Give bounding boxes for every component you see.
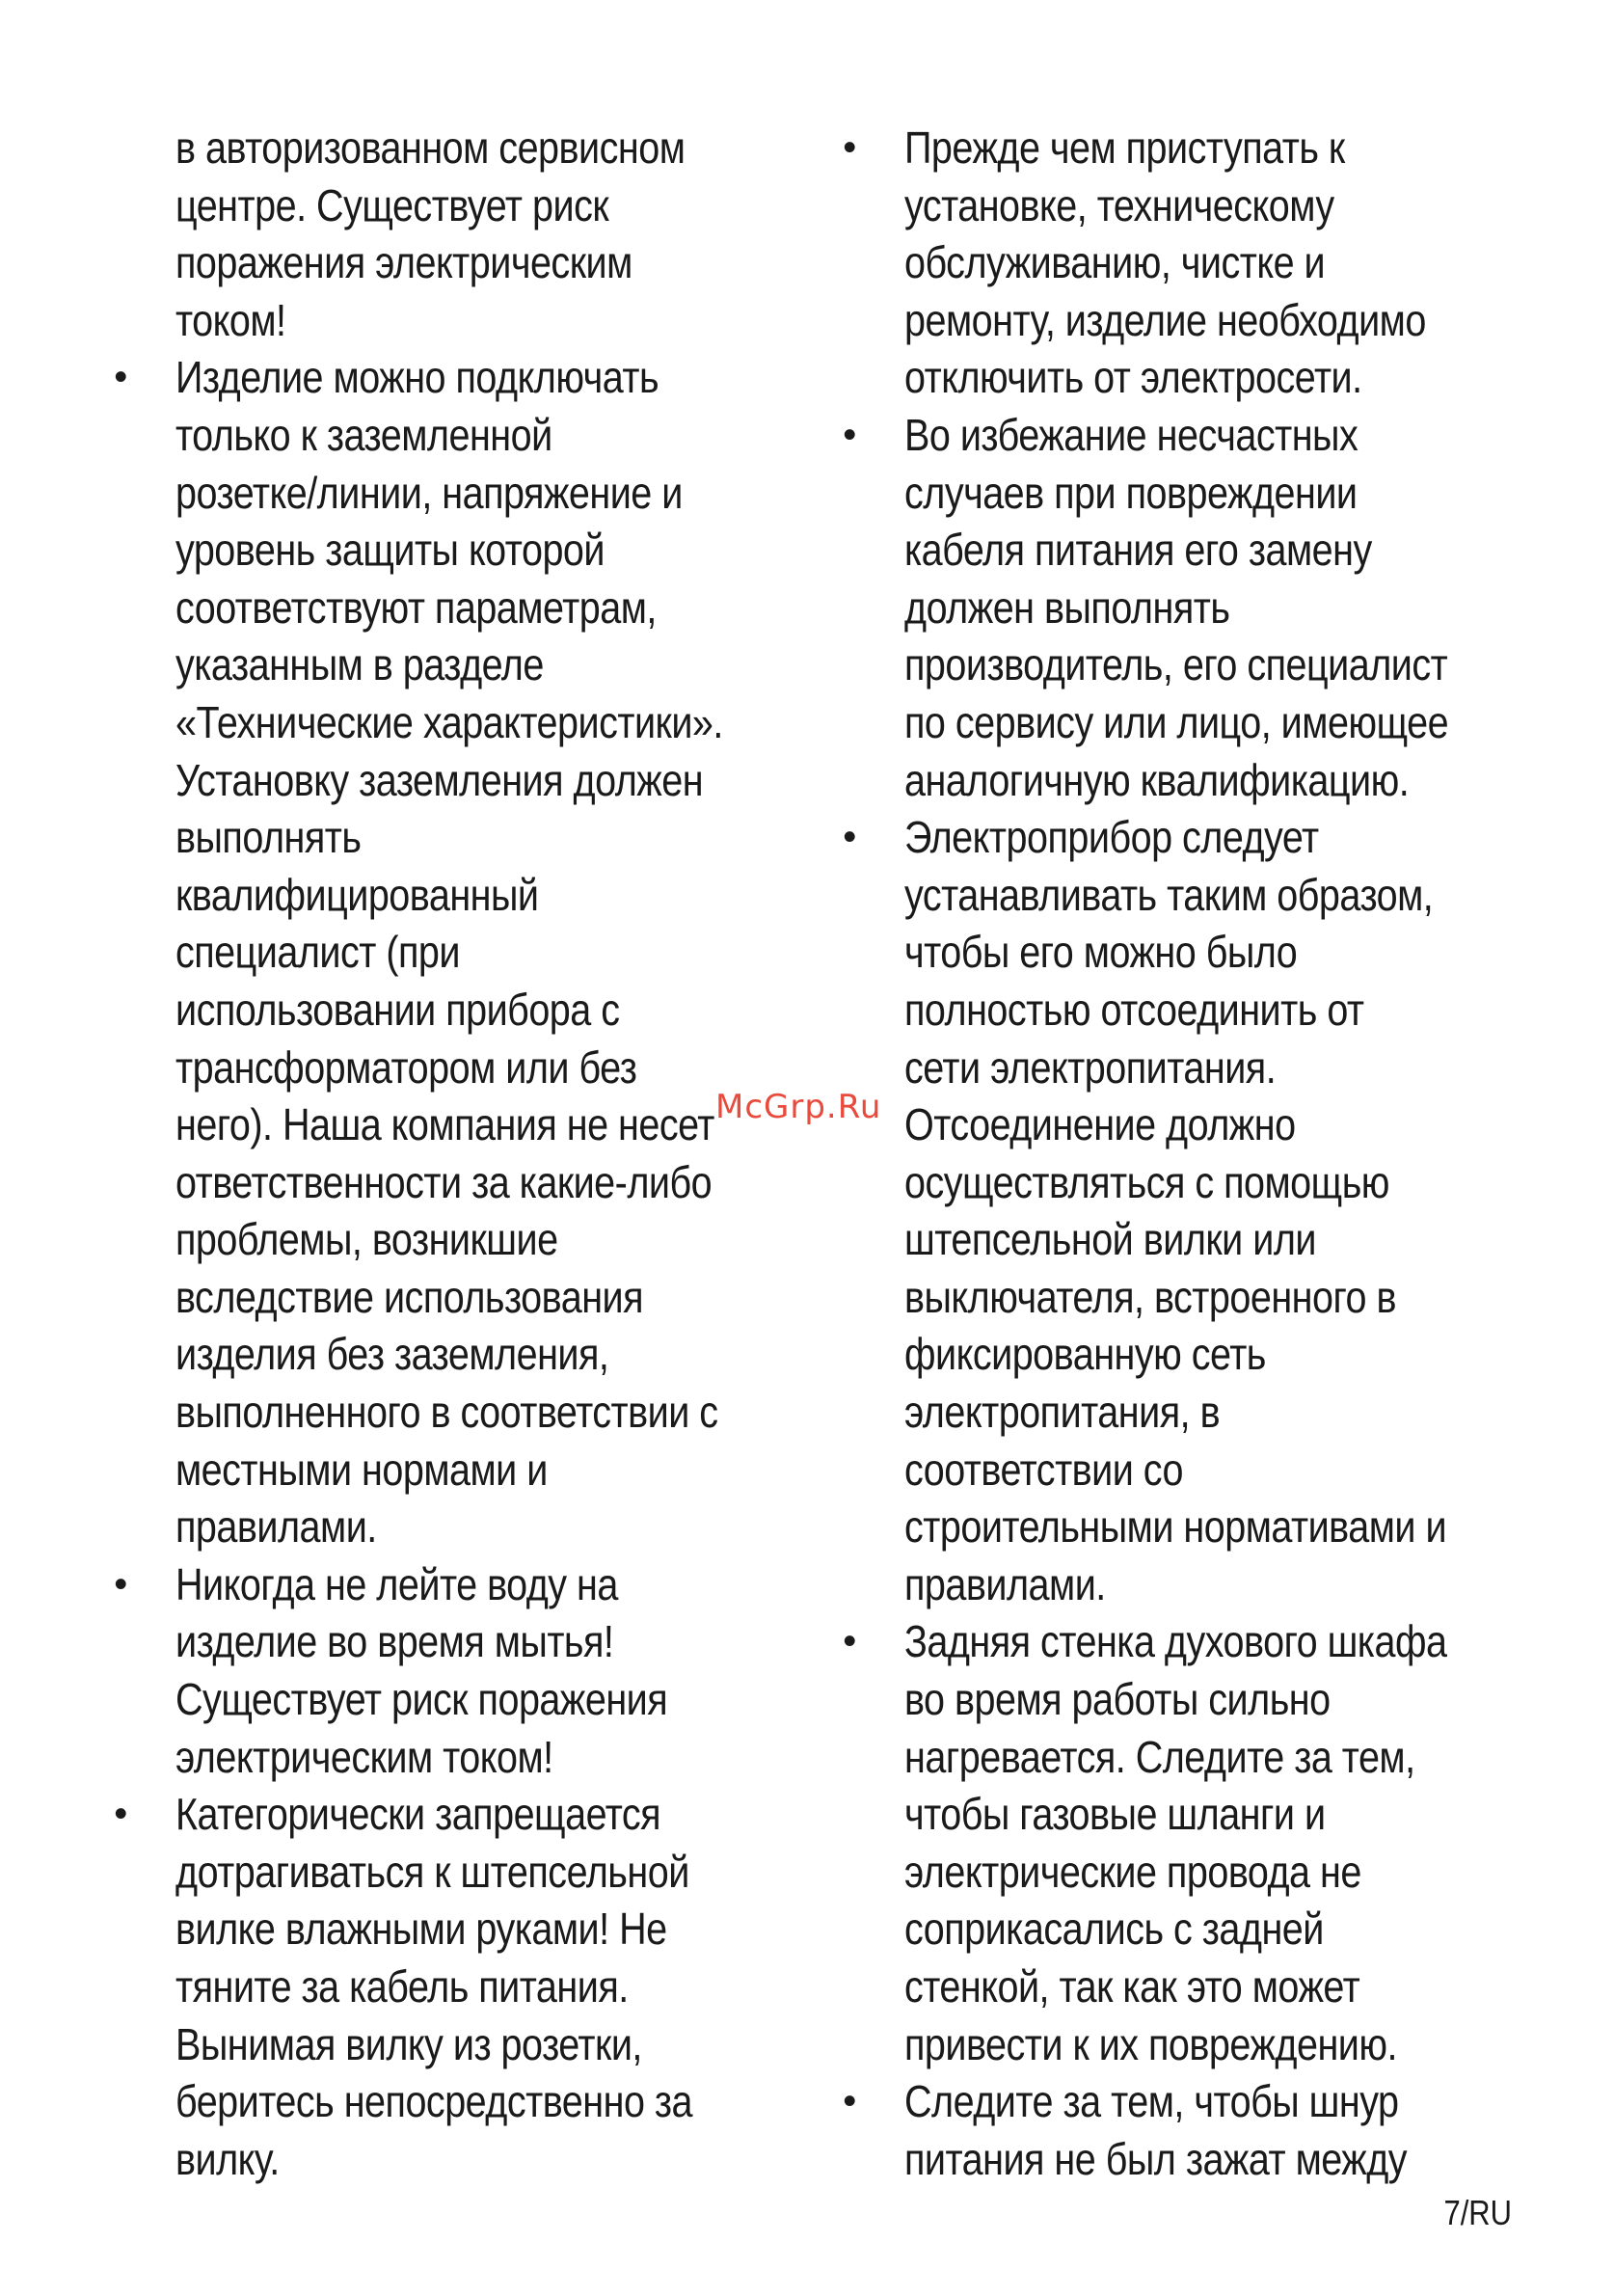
text-line: по сервису или лицо, имеющее — [904, 696, 1449, 747]
text-line: указанным в разделе — [175, 639, 544, 690]
text-line: изделие во время мытья! — [175, 1616, 614, 1667]
bullet-icon: • — [114, 1562, 127, 1606]
text-line: только к заземленной — [175, 409, 552, 460]
page-number: 7/RU — [1443, 2193, 1512, 2232]
text-line: специалист (при — [175, 927, 460, 978]
text-line: него). Наша компания не несет — [175, 1099, 714, 1150]
text-line: соответствии со — [904, 1444, 1184, 1495]
text-line: ремонту, изделие необходимо — [904, 294, 1426, 345]
text-line: осуществляться с помощью — [904, 1156, 1389, 1207]
watermark: McGrp.Ru — [715, 1088, 882, 1126]
text-line: Категорически запрещается — [175, 1789, 661, 1840]
list-item — [106, 1556, 820, 1786]
text-line: выключателя, встроенного в — [904, 1271, 1397, 1322]
text-line: Прежде чем приступать к — [904, 122, 1345, 173]
text-line: чтобы его можно было — [904, 927, 1298, 978]
text-line: аналогичную квалификацию. — [904, 754, 1410, 805]
list-item — [835, 809, 1568, 1613]
text-line: правилами. — [175, 1501, 377, 1553]
list-item — [106, 120, 820, 349]
bullet-icon: • — [114, 1793, 127, 1836]
text-line: электропитания, в — [904, 1387, 1221, 1438]
right-column — [835, 120, 1568, 2188]
text-line: в авторизованном сервисном — [175, 122, 686, 173]
text-line: Вынимая вилку из розетки, — [175, 2018, 642, 2069]
text-line: штепсельной вилки или — [904, 1214, 1316, 1265]
bullet-icon: • — [843, 2080, 856, 2123]
text-line: полностью отсоединить от — [904, 984, 1364, 1035]
text-line: чтобы газовые шланги и — [904, 1789, 1326, 1840]
list-item — [835, 120, 1568, 407]
text-line: розетке/линии, напряжение и — [175, 467, 683, 518]
text-line: проблемы, возникшие — [175, 1214, 558, 1265]
text-line: Отсоединение должно — [904, 1099, 1296, 1150]
text-line: привести к их повреждению. — [904, 2018, 1397, 2069]
text-line: строительными нормативами и — [904, 1501, 1447, 1553]
text-line: квалифицированный — [175, 869, 539, 920]
text-line: выполненного в соответствии с — [175, 1387, 718, 1438]
text-line: использовании прибора с — [175, 984, 620, 1035]
text-line: ответственности за какие-либо — [175, 1156, 713, 1207]
bullet-icon: • — [843, 816, 856, 859]
text-line: Существует риск поражения — [175, 1674, 668, 1725]
bullet-icon: • — [843, 1620, 856, 1663]
text-line: Во избежание несчастных — [904, 409, 1358, 460]
bullet-icon: • — [843, 413, 856, 456]
text-line: Следите за тем, чтобы шнур — [904, 2076, 1399, 2127]
text-line: местными нормами и — [175, 1444, 548, 1495]
text-line: «Технические характеристики». — [175, 696, 723, 747]
text-line: беритесь непосредственно за — [175, 2076, 693, 2127]
text-line: тяните за кабель питания. — [175, 1961, 629, 2012]
text-line: электрические провода не — [904, 1846, 1361, 1897]
text-line: питания не был зажат между — [904, 2133, 1408, 2184]
text-line: фиксированную сеть — [904, 1329, 1266, 1380]
list-item — [835, 1613, 1568, 2073]
text-line: дотрагиваться к штепсельной — [175, 1846, 689, 1897]
text-line: кабеля питания его замену — [904, 525, 1372, 576]
text-line: стенкой, так как это может — [904, 1961, 1360, 2012]
list-item — [106, 1786, 820, 2188]
list-item — [835, 407, 1568, 809]
list-item — [835, 2073, 1568, 2188]
text-line: Электроприбор следует — [904, 812, 1319, 863]
text-line: изделия без заземления, — [175, 1329, 609, 1380]
text-line: соприкасались с задней — [904, 1904, 1324, 1955]
text-line: обслуживанию, чистке и — [904, 237, 1326, 288]
text-line: соответствуют параметрам, — [175, 581, 657, 633]
text-line: должен выполнять — [904, 581, 1230, 633]
text-line: вследствие использования — [175, 1271, 644, 1322]
text-line: во время работы сильно — [904, 1674, 1331, 1725]
text-line: устанавливать таким образом, — [904, 869, 1434, 920]
text-line: случаев при повреждении — [904, 467, 1358, 518]
text-line: Изделие можно подключать — [175, 352, 659, 403]
text-line: поражения электрическим — [175, 237, 632, 288]
text-line: Задняя стенка духового шкафа — [904, 1616, 1447, 1667]
text-line: вилку. — [175, 2133, 280, 2184]
bullet-icon: • — [114, 356, 127, 399]
text-line: вилке влажными руками! Не — [175, 1904, 667, 1955]
text-line: трансформатором или без — [175, 1041, 637, 1093]
text-line: установке, техническому — [904, 179, 1334, 230]
list-item — [106, 349, 820, 1555]
bullet-icon: • — [843, 126, 856, 169]
text-line: нагревается. Следите за тем, — [904, 1731, 1415, 1782]
text-line: отключить от электросети. — [904, 352, 1362, 403]
text-line: Установку заземления должен — [175, 754, 704, 805]
text-line: током! — [175, 294, 286, 345]
text-line: выполнять — [175, 812, 362, 863]
text-line: сети электропитания. — [904, 1041, 1277, 1093]
text-line: центре. Существует риск — [175, 179, 609, 230]
text-line: правилами. — [904, 1558, 1106, 1609]
text-line: Никогда не лейте воду на — [175, 1558, 618, 1609]
text-line: электрическим током! — [175, 1731, 553, 1782]
text-line: уровень защиты которой — [175, 525, 605, 576]
text-line: производитель, его специалист — [904, 639, 1448, 690]
left-column — [106, 120, 820, 2188]
